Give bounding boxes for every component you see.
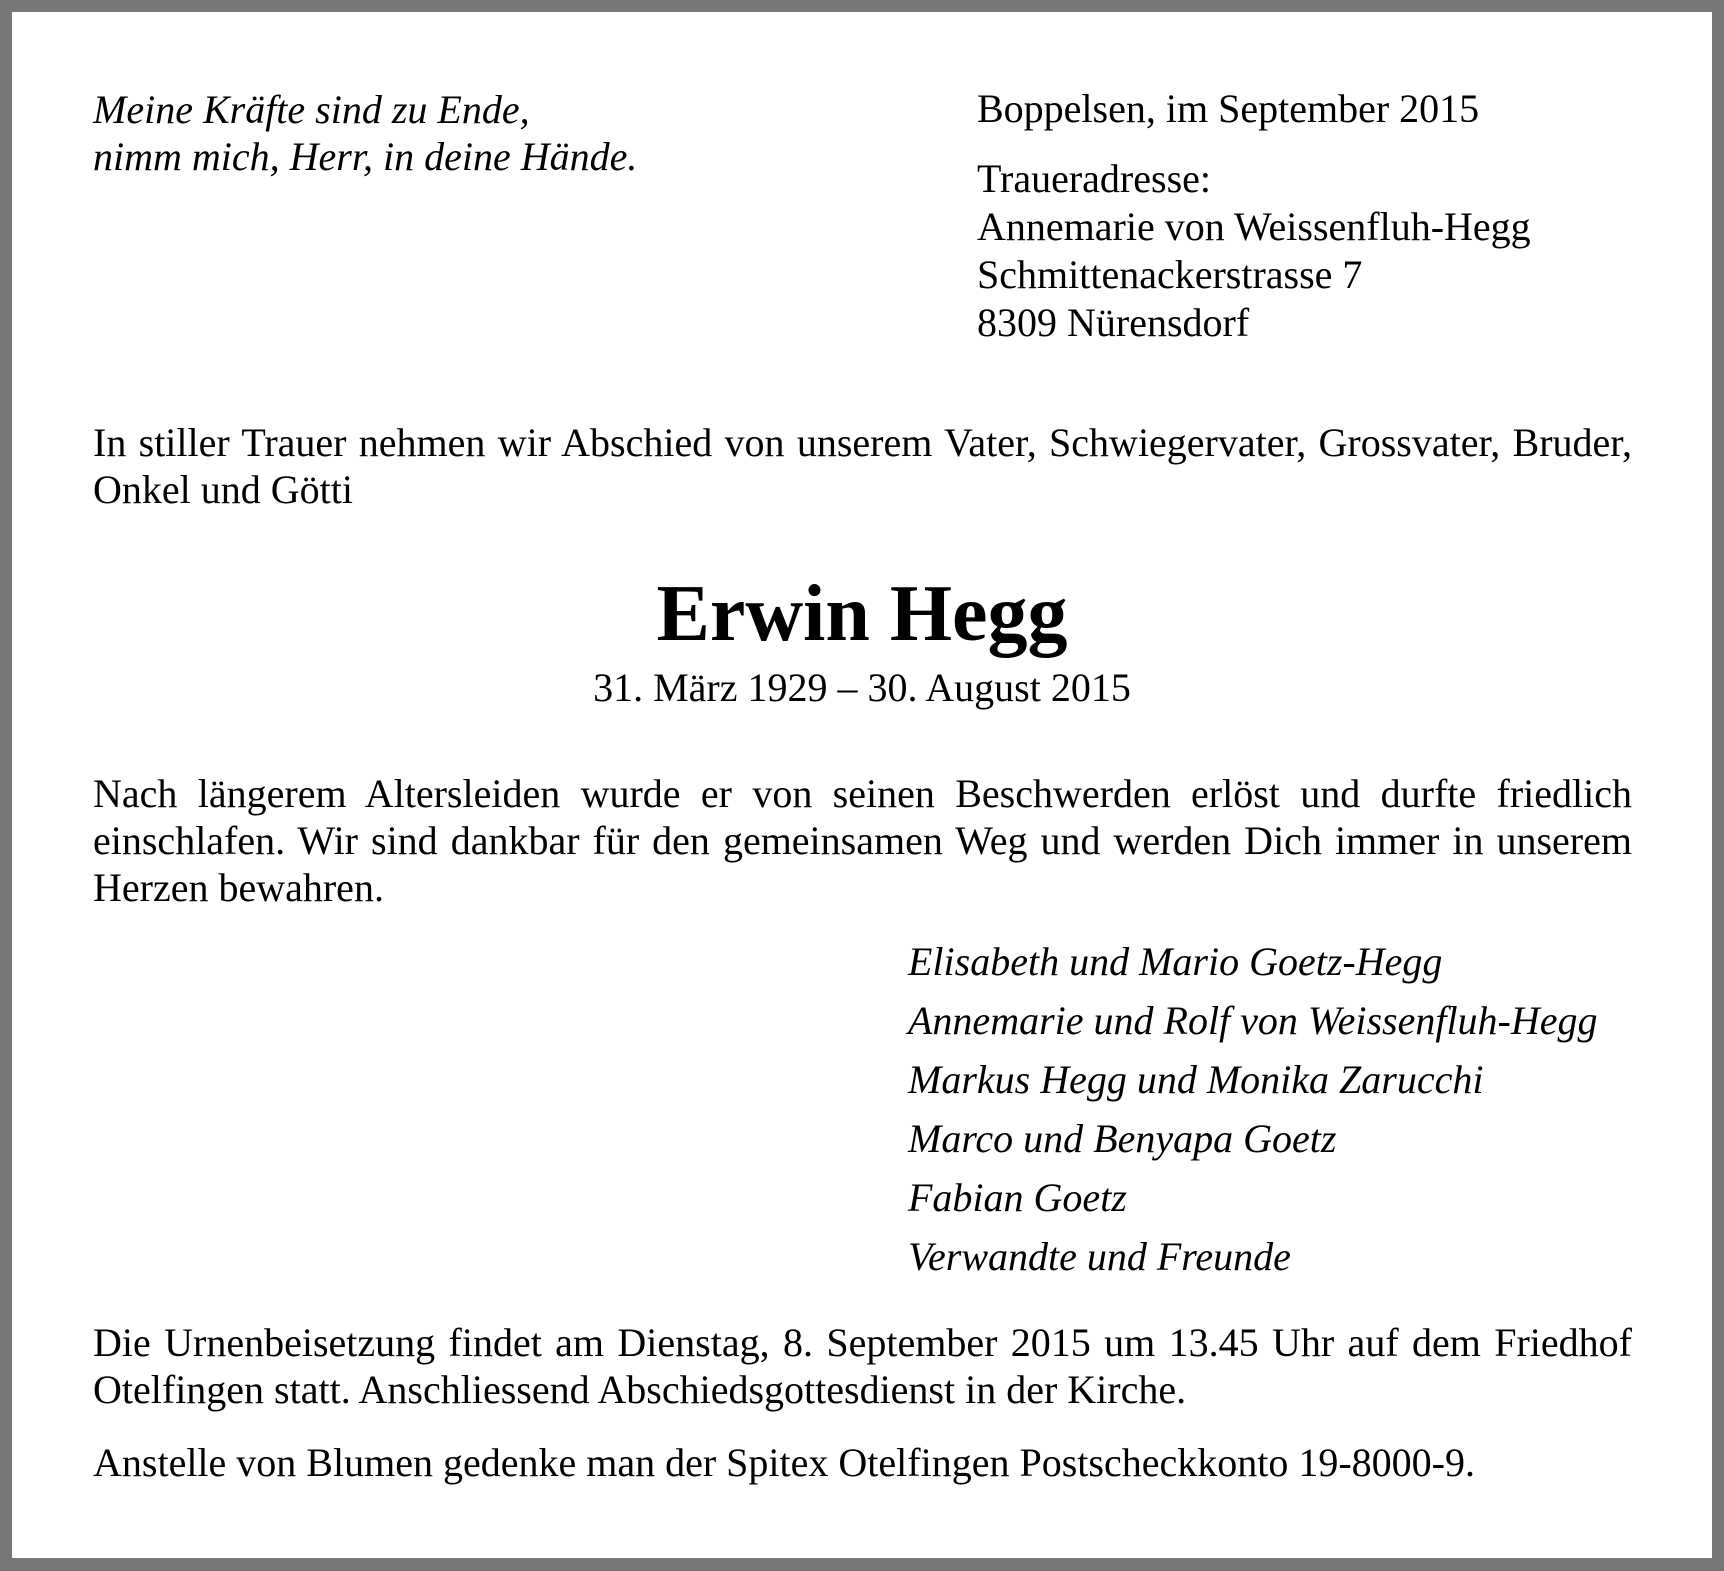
mourner: Marco und Benyapa Goetz <box>908 1116 1337 1161</box>
motto-line: Meine Kräfte sind zu Ende, <box>93 87 530 132</box>
life-dates: 31. März 1929 – 30. August 2015 <box>593 665 1131 710</box>
place-date: Boppelsen, im September 2015 <box>977 86 1480 131</box>
donation-info: Anstelle von Blumen gedenke man der Spitex Otelfingen Postscheckkonto 19-8000-9. <box>93 1440 1475 1485</box>
mourning-address <box>977 155 1531 347</box>
mourner: Fabian Goetz <box>908 1175 1127 1220</box>
mourners-list <box>908 932 1598 1286</box>
mourner: Elisabeth und Mario Goetz-Hegg <box>908 939 1443 984</box>
message-text: Nach längerem Altersleiden wurde er von seinen Beschwerden erlöst und durfte friedlich einschlafen. Wir sind dankbar für den gemeinsamen Weg und werden Dich immer in unserem Herzen bewahren. <box>93 771 1632 910</box>
mourner: Verwandte und Freunde <box>908 1234 1291 1279</box>
mourner: Markus Hegg und Monika Zarucchi <box>908 1057 1484 1102</box>
motto <box>93 86 637 180</box>
address-line: Schmittenackerstrasse 7 <box>977 252 1363 297</box>
intro-text: In stiller Trauer nehmen wir Abschied von unserem Vater, Schwiegervater, Grossvater, Bruder, Onkel und Götti <box>93 420 1632 512</box>
motto-line: nimm mich, Herr, in deine Hände. <box>93 134 638 179</box>
deceased-name: Erwin Hegg <box>656 570 1068 658</box>
address-label: Traueradresse: <box>977 156 1212 201</box>
address-line: Annemarie von Weissenfluh-Hegg <box>977 204 1531 249</box>
mourner: Annemarie und Rolf von Weissenfluh-Hegg <box>908 998 1598 1043</box>
address-line: 8309 Nürensdorf <box>977 300 1250 345</box>
service-info: Die Urnenbeisetzung findet am Dienstag, 8. September 2015 um 13.45 Uhr auf dem Friedhof Otelfingen statt. Anschliessend Abschiedsgottesdienst in der Kirche. <box>93 1320 1632 1412</box>
